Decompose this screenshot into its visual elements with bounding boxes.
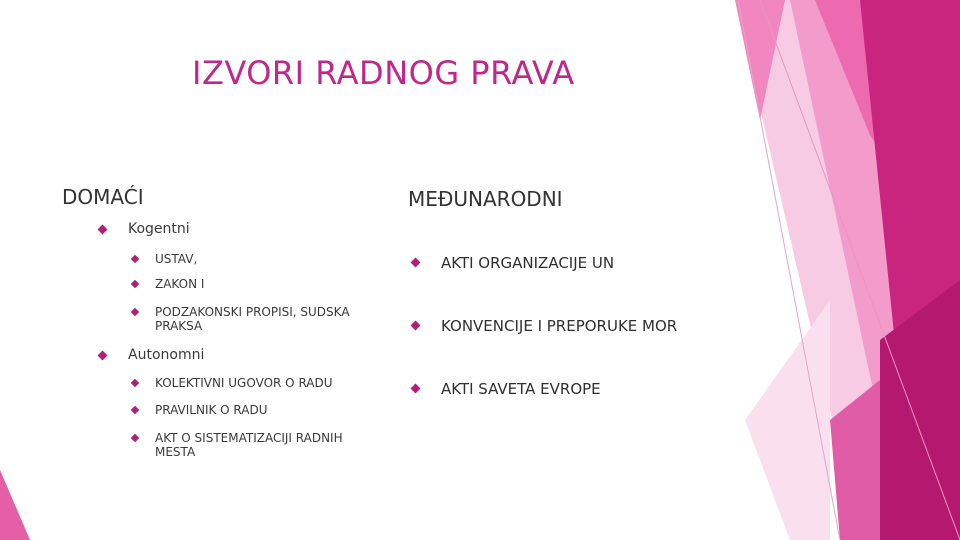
diamond-bullet-icon [131,406,139,414]
group-label: Autonomni [128,347,205,363]
diamond-bullet-icon [98,225,108,235]
list-item-label: ZAKON I [155,277,205,291]
list-item [132,252,352,266]
list-item [132,431,362,459]
group-kogentni [99,221,190,237]
list-item-label: KONVENCIJE I PREPORUKE MOR [441,317,678,335]
international-heading: MEĐUNARODNI [408,187,563,211]
list-item-label: PODZAKONSKI PROPISI, SUDSKA PRAKSA [155,305,350,333]
diamond-bullet-icon [131,379,139,387]
list-item [132,277,352,291]
list-item [132,403,362,417]
group-autonomni [99,347,204,363]
domestic-heading: DOMAĆI [62,185,144,209]
list-item-label: AKTI SAVETA EVROPE [441,380,601,398]
list-item [412,380,601,398]
diamond-bullet-icon [98,351,108,361]
diamond-bullet-icon [411,384,421,394]
diamond-bullet-icon [131,255,139,263]
list-item [412,317,677,335]
diamond-bullet-icon [131,280,139,288]
list-item [412,254,614,272]
diamond-bullet-icon [411,321,421,331]
diamond-bullet-icon [411,258,421,268]
diamond-bullet-icon [131,434,139,442]
list-item [132,376,362,390]
list-item-label: AKT O SISTEMATIZACIJI RADNIH MESTA [155,431,343,459]
list-item-label: AKTI ORGANIZACIJE UN [441,254,615,272]
list-item-label: KOLEKTIVNI UGOVOR O RADU [155,376,333,390]
slide-title: IZVORI RADNOG PRAVA [192,54,575,92]
list-item [132,305,362,333]
list-item-label: PRAVILNIK O RADU [155,403,268,417]
group-label: Kogentni [128,221,190,237]
diamond-bullet-icon [131,308,139,316]
list-item-label: USTAV, [155,252,198,266]
left-corner-shape [0,470,30,540]
